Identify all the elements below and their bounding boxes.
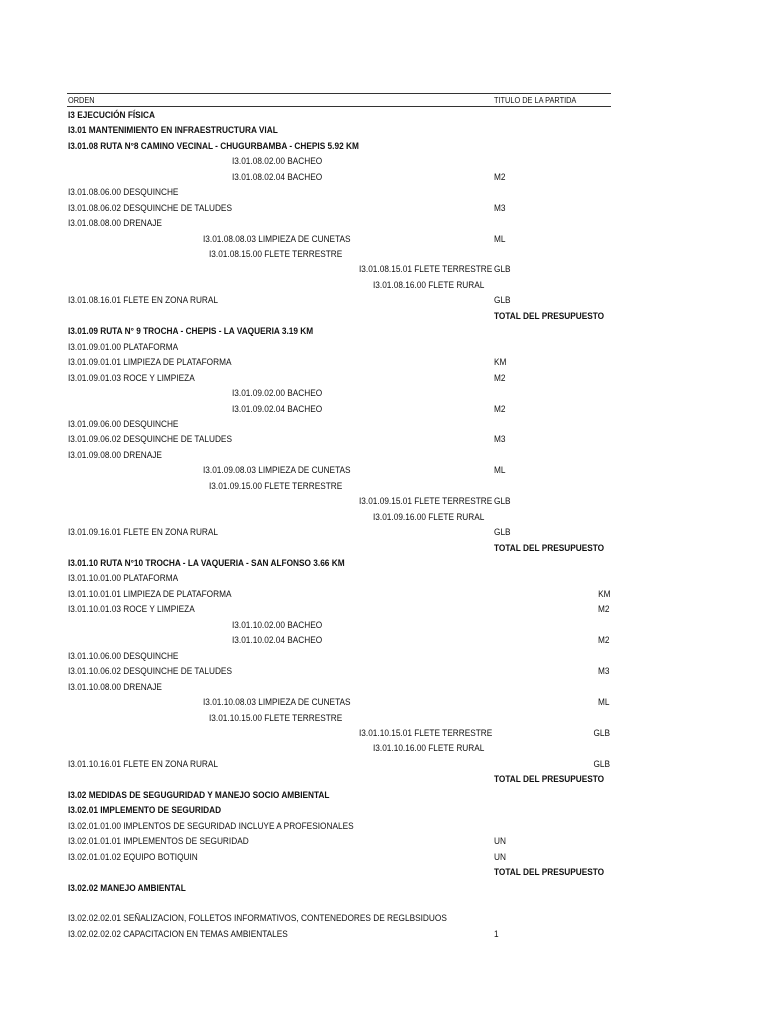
item-description: I3.01.10.15.00 FLETE TERRESTRE <box>209 713 343 723</box>
item-description: I3.01.08.15.01 FLETE TERRESTRE <box>359 264 493 274</box>
item-unit: M2 <box>494 172 506 182</box>
item-description: I3.01.08.16.00 FLETE RURAL <box>373 280 485 290</box>
item-description: I3.01.08.02.00 BACHEO <box>232 156 323 166</box>
item-unit: GLB <box>593 728 610 738</box>
item-description: I3.01.09.01.03 ROCE Y LIMPIEZA <box>68 373 195 383</box>
item-description: I3.01.08.08.03 LIMPIEZA DE CUNETAS <box>203 234 351 244</box>
item-description: I3.01.09.08.03 LIMPIEZA DE CUNETAS <box>203 465 351 475</box>
item-description: I3.01.09.01.00 PLATAFORMA <box>68 342 179 352</box>
item-description: I3.01.10.15.01 FLETE TERRESTRE <box>359 728 493 738</box>
item-description: I3.01.10.06.00 DESQUINCHE <box>68 651 179 661</box>
total-label: TOTAL DEL PRESUPUESTO <box>494 311 605 321</box>
item-unit: GLB <box>494 527 511 537</box>
item-unit: M3 <box>598 666 610 676</box>
item-unit: M3 <box>494 434 506 444</box>
item-description: I3.01.10.02.00 BACHEO <box>232 620 323 630</box>
item-description: I3.02.02.02.02 CAPACITACION EN TEMAS AMBIENTALES <box>68 929 288 939</box>
item-unit: GLB <box>494 295 511 305</box>
item-unit: M2 <box>598 635 610 645</box>
item-description: I3.01.08.02.04 BACHEO <box>232 172 323 182</box>
item-description: I3.01.09.02.04 BACHEO <box>232 404 323 414</box>
item-unit: KM <box>494 357 507 367</box>
item-description: I3.01.10.02.04 BACHEO <box>232 635 323 645</box>
item-description: I3.01.08.06.00 DESQUINCHE <box>68 187 179 197</box>
section-heading: I3.01 MANTENIMIENTO EN INFRAESTRUCTURA VIAL <box>68 125 278 135</box>
section-heading: I3.02 MEDIDAS DE SEGUGURIDAD Y MANEJO SOCIO AMBIENTAL <box>68 790 330 800</box>
item-unit: GLB <box>593 759 610 769</box>
section-heading: I3.02.02 MANEJO AMBIENTAL <box>68 883 186 893</box>
column-header-orden: ORDEN <box>68 96 95 105</box>
item-description: I3.01.08.06.02 DESQUINCHE DE TALUDES <box>68 203 232 213</box>
total-label: TOTAL DEL PRESUPUESTO <box>494 867 605 877</box>
item-description: I3.01.10.06.02 DESQUINCHE DE TALUDES <box>68 666 232 676</box>
section-heading: I3.01.10 RUTA N°10 TROCHA - LA VAQUERIA - SAN ALFONSO 3.66 KM <box>68 558 345 568</box>
item-description: I3.01.09.16.00 FLETE RURAL <box>373 512 485 522</box>
item-unit: M2 <box>494 373 506 383</box>
item-unit: GLB <box>494 264 511 274</box>
total-label: TOTAL DEL PRESUPUESTO <box>494 774 605 784</box>
item-description: I3.02.01.01.02 EQUIPO BOTIQUIN <box>68 852 198 862</box>
item-description: I3.01.10.01.00 PLATAFORMA <box>68 573 179 583</box>
section-heading: I3.02.01 IMPLEMENTO DE SEGURIDAD <box>68 805 222 815</box>
item-description: I3.01.10.01.01 LIMPIEZA DE PLATAFORMA <box>68 589 232 599</box>
item-unit: KM <box>597 589 610 599</box>
item-unit: M2 <box>598 604 610 614</box>
column-header-titulo: TITULO DE LA PARTIDA <box>494 96 577 105</box>
item-description: I3.01.09.16.01 FLETE EN ZONA RURAL <box>68 527 219 537</box>
item-description: I3.01.08.16.01 FLETE EN ZONA RURAL <box>68 295 219 305</box>
item-unit: M3 <box>494 203 506 213</box>
item-description: I3.01.09.15.01 FLETE TERRESTRE <box>359 496 493 506</box>
item-description: I3.01.10.16.01 FLETE EN ZONA RURAL <box>68 759 219 769</box>
item-unit: UN <box>494 836 506 846</box>
item-description: I3.01.09.06.02 DESQUINCHE DE TALUDES <box>68 434 232 444</box>
item-description: I3.01.09.08.00 DRENAJE <box>68 450 162 460</box>
total-label: TOTAL DEL PRESUPUESTO <box>494 543 605 553</box>
item-description: I3.01.10.16.00 FLETE RURAL <box>373 743 485 753</box>
item-unit: ML <box>494 234 506 244</box>
item-description: I3.01.09.15.00 FLETE TERRESTRE <box>209 481 343 491</box>
item-description: I3.01.08.15.00 FLETE TERRESTRE <box>209 249 343 259</box>
item-unit: ML <box>494 465 506 475</box>
item-description: I3.02.02.02.01 SEÑALIZACION, FOLLETOS INFORMATIVOS, CONTENEDORES DE REGLBSIDUOS <box>68 913 447 923</box>
section-heading: I3.01.09 RUTA N° 9 TROCHA - CHEPIS - LA VAQUERIA 3.19 KM <box>68 326 314 336</box>
item-unit: ML <box>598 697 610 707</box>
item-description: I3.01.10.01.03 ROCE Y LIMPIEZA <box>68 604 195 614</box>
item-description: I3.01.08.08.00 DRENAJE <box>68 218 162 228</box>
item-description: I3.01.09.01.01 LIMPIEZA DE PLATAFORMA <box>68 357 232 367</box>
item-description: I3.02.01.01.01 IMPLEMENTOS DE SEGURIDAD <box>68 836 249 846</box>
item-unit: UN <box>494 852 506 862</box>
item-description: I3.01.10.08.00 DRENAJE <box>68 682 162 692</box>
section-heading: I3.01.08 RUTA N°8 CAMINO VECINAL - CHUGURBAMBA - CHEPIS 5.92 KM <box>68 141 359 151</box>
item-description: I3.02.01.01.00 IMPLENTOS DE SEGURIDAD INCLUYE A PROFESIONALES <box>68 821 354 831</box>
item-unit: M2 <box>494 404 506 414</box>
item-description: I3.01.09.02.00 BACHEO <box>232 388 323 398</box>
section-heading: I3 EJECUCIÓN FÍSICA <box>68 110 155 120</box>
header-bottom-rule <box>67 106 611 107</box>
item-description: I3.01.09.06.00 DESQUINCHE <box>68 419 179 429</box>
header-top-rule <box>67 93 611 94</box>
item-description: I3.01.10.08.03 LIMPIEZA DE CUNETAS <box>203 697 351 707</box>
item-unit: 1 <box>494 929 499 939</box>
item-unit: GLB <box>494 496 511 506</box>
